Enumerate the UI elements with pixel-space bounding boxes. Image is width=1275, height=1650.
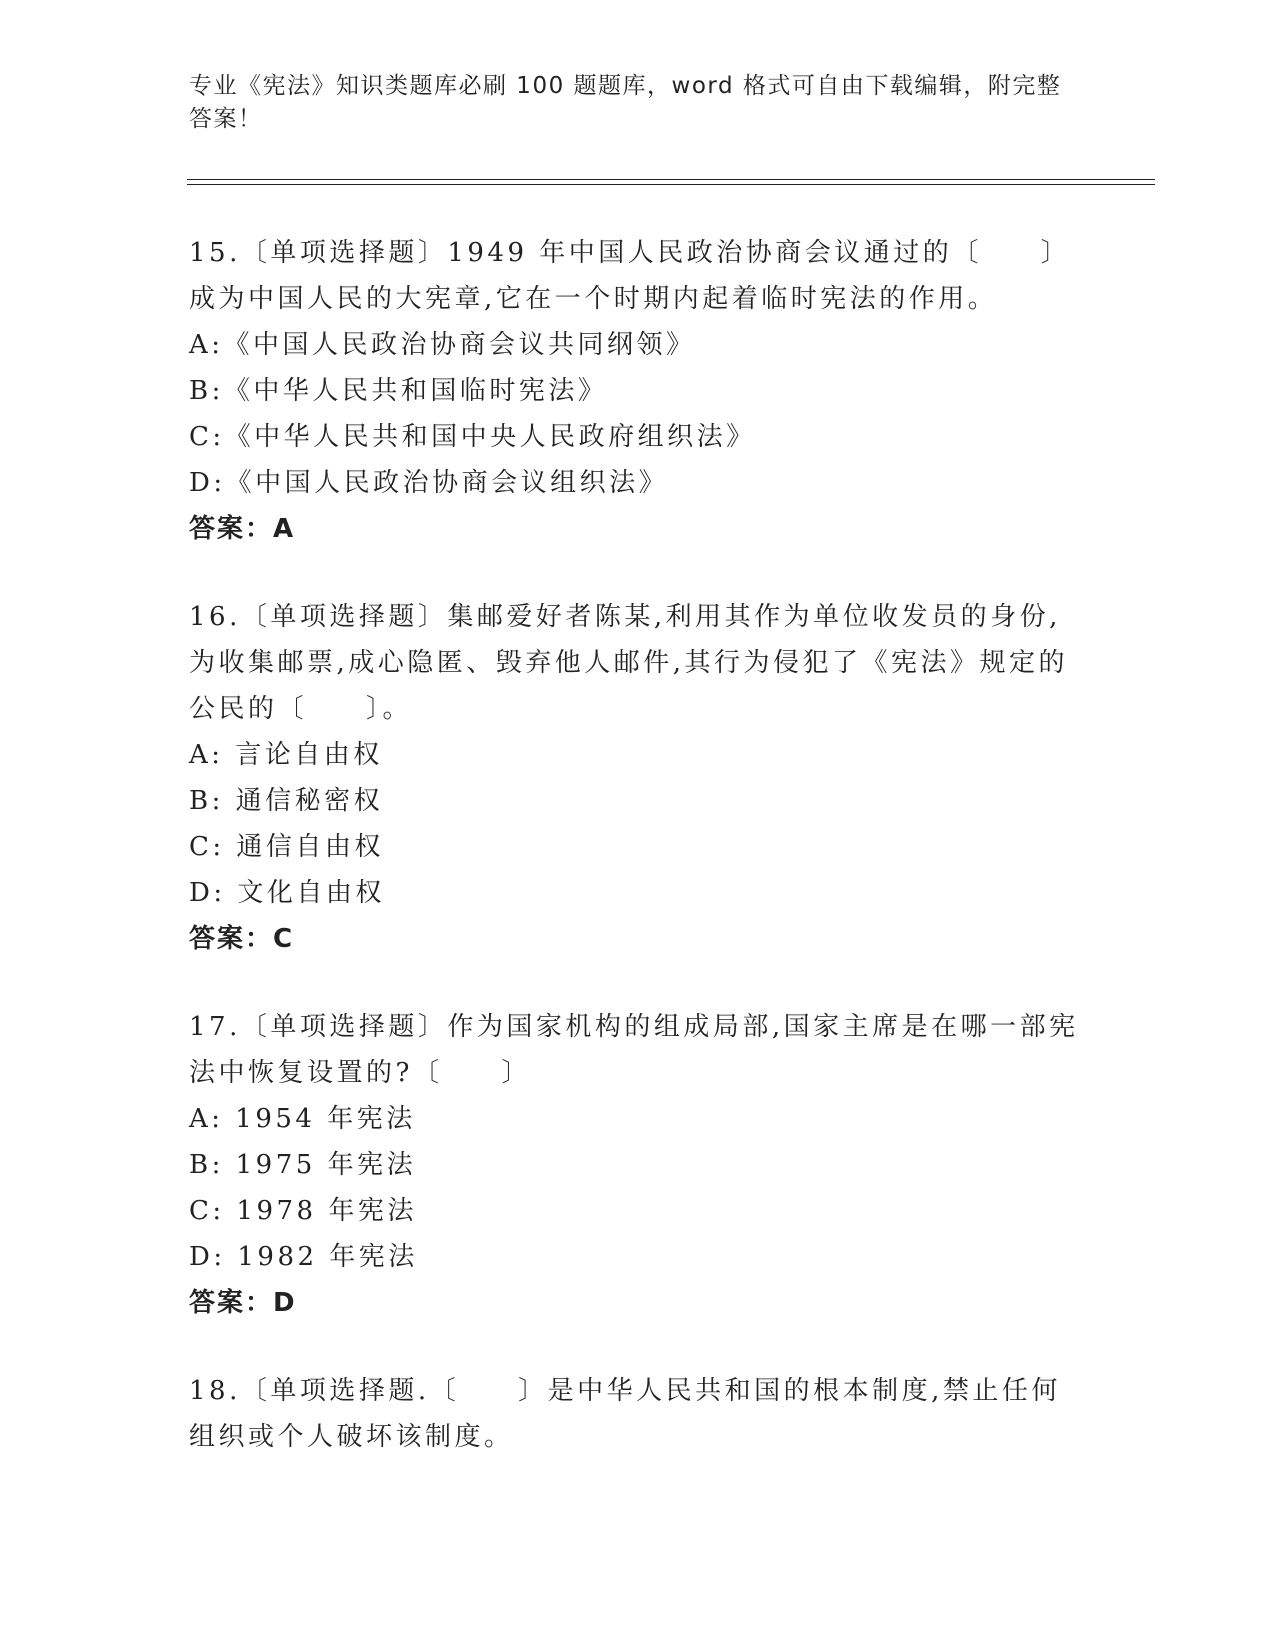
question-text: 17.〔单项选择题〕作为国家机构的组成局部,国家主席是在哪一部宪法中恢复设置的?〔 〕 <box>189 1012 1079 1088</box>
question-text: 15.〔单项选择题〕1949 年中国人民政治协商会议通过的〔 〕成为中国人民的大宪章,它在一个时期内起着临时宪法的作用。 <box>189 238 1071 314</box>
option-b: B: 通信秘密权 <box>189 786 384 816</box>
page-header-intro: 专业《宪法》知识类题库必刷 100 题题库，word 格式可自由下载编辑，附完整答案！ <box>189 73 1062 132</box>
question-18 <box>189 1368 1089 1460</box>
option-d: D: 文化自由权 <box>189 878 385 908</box>
option-a: A: 言论自由权 <box>189 740 383 770</box>
answer-label: 答案：C <box>189 924 295 954</box>
option-c: C: 1978 年宪法 <box>189 1196 417 1226</box>
option-d: D: 1982 年宪法 <box>189 1242 418 1272</box>
question-17 <box>189 1004 1089 1326</box>
option-b: B:《中华人民共和国临时宪法》 <box>189 376 608 406</box>
header-divider-top <box>187 179 1155 180</box>
option-b: B: 1975 年宪法 <box>189 1150 417 1180</box>
answer-label: 答案：A <box>189 514 296 544</box>
option-a: A:《中国人民政治协商会议共同纲领》 <box>189 330 696 360</box>
question-list <box>189 230 1089 1502</box>
question-text: 16.〔单项选择题〕集邮爱好者陈某,利用其作为单位收发员的身份,为收集邮票,成心隐匿、毁弃他人邮件,其行为侵犯了《宪法》规定的公民的〔 〕。 <box>189 602 1069 724</box>
option-a: A: 1954 年宪法 <box>189 1104 416 1134</box>
option-d: D:《中国人民政治协商会议组织法》 <box>189 468 669 498</box>
option-c: C: 通信自由权 <box>189 832 384 862</box>
question-15 <box>189 230 1089 552</box>
question-text: 18.〔单项选择题.〔 〕是中华人民共和国的根本制度,禁止任何组织或个人破坏该制度。 <box>189 1376 1061 1452</box>
option-c: C:《中华人民共和国中央人民政府组织法》 <box>189 422 756 452</box>
question-16 <box>189 594 1089 962</box>
answer-label: 答案：D <box>189 1288 297 1318</box>
header-divider-bottom <box>187 184 1155 185</box>
